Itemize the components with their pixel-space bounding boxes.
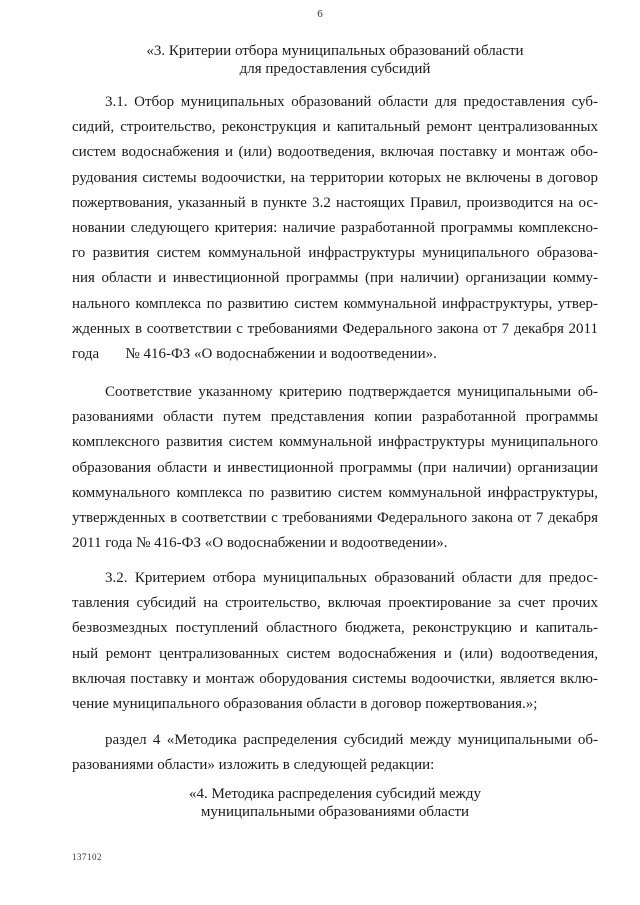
paragraph-line: сидий, строительство, реконструкция и капитальный ремонт централизованных (72, 119, 598, 136)
paragraph-line: разованиями области путем представления копии разработанной программы (72, 409, 598, 426)
section-3-heading-line1: «3. Критерии отбора муниципальных образований области (146, 43, 524, 59)
paragraph-line: систем водоснабжения и (или) водоотведения, включая поставку и монтаж обо- (72, 144, 598, 161)
section-4-heading-line2: муниципальными образованиями области (200, 804, 470, 820)
paragraph-line: нального комплекса по развитию систем коммунальной инфраструктуры, утвер- (72, 295, 598, 312)
paragraph-line: утвержденных в соответствии с требованиями Федерального закона от 7 декабря (72, 510, 598, 527)
page-number: 6 (317, 8, 323, 20)
paragraph-line: го развития систем коммунальной инфраструктуры муниципального образова- (72, 245, 598, 262)
paragraph-line: 3.1. Отбор муниципальных образований области для предоставления суб- (105, 94, 598, 110)
paragraph-line: чение муниципального образования области в договор пожертвования.»; (72, 696, 538, 713)
paragraph-conformity (72, 380, 598, 556)
paragraph-line: пожертвования, указанный в пункте 3.2 настоящих Правил, производится на ос- (72, 194, 598, 211)
paragraph-line: ния области и инвестиционной программы (при наличии) организации комму- (72, 270, 598, 287)
paragraph-line: рудования системы водоочистки, на территории которых не включены в договор (72, 169, 598, 186)
section-4-heading-line1: «4. Методика распределения субсидий между (189, 786, 481, 802)
document-code: 137102 (72, 852, 102, 862)
paragraph-line: тавления субсидий на строительство, включая проектирование за счет прочих (72, 595, 598, 612)
paragraph-line: включая поставку и монтаж оборудования системы водоочистки, является вклю- (72, 670, 598, 687)
paragraph-3-2 (72, 566, 598, 717)
paragraph-line: жденных в соответствии с требованиями Федерального закона от 7 декабря 2011 (72, 320, 598, 337)
section-3-heading (72, 42, 598, 78)
paragraph-line: комплексного развития систем коммунальной инфраструктуры муниципального (72, 434, 598, 451)
paragraph-line: безвозмездных поступлений областного бюджета, реконструкцию и капиталь- (72, 620, 598, 637)
paragraph-line: Соответствие указанному критерию подтверждается муниципальными об- (105, 384, 598, 400)
paragraph-line: образования области и инвестиционной программы (при наличии) организации (72, 459, 598, 476)
paragraph-line: года № 416-ФЗ «О водоснабжении и водоотведении». (72, 346, 437, 363)
section-3-heading-line2: для предоставления субсидий (239, 61, 431, 77)
paragraph-section-4-intro (72, 728, 598, 778)
section-4-heading (72, 785, 598, 821)
paragraph-line: 2011 года № 416-ФЗ «О водоснабжении и водоотведении». (72, 535, 448, 552)
paragraph-line: новании следующего критерия: наличие разработанной программы комплексно- (72, 220, 598, 237)
paragraph-line: раздел 4 «Методика распределения субсидий между муниципальными об- (105, 732, 598, 748)
paragraph-3-1 (72, 90, 598, 367)
paragraph-line: ный ремонт централизованных систем водоснабжения и (или) водоотведения, (72, 645, 598, 662)
paragraph-line: коммунального комплекса по развитию систем коммунальной инфраструктуры, (72, 484, 598, 501)
paragraph-line: 3.2. Критерием отбора муниципальных образований области для предос- (105, 570, 598, 586)
paragraph-line: разованиями области» изложить в следующей редакции: (72, 757, 435, 774)
